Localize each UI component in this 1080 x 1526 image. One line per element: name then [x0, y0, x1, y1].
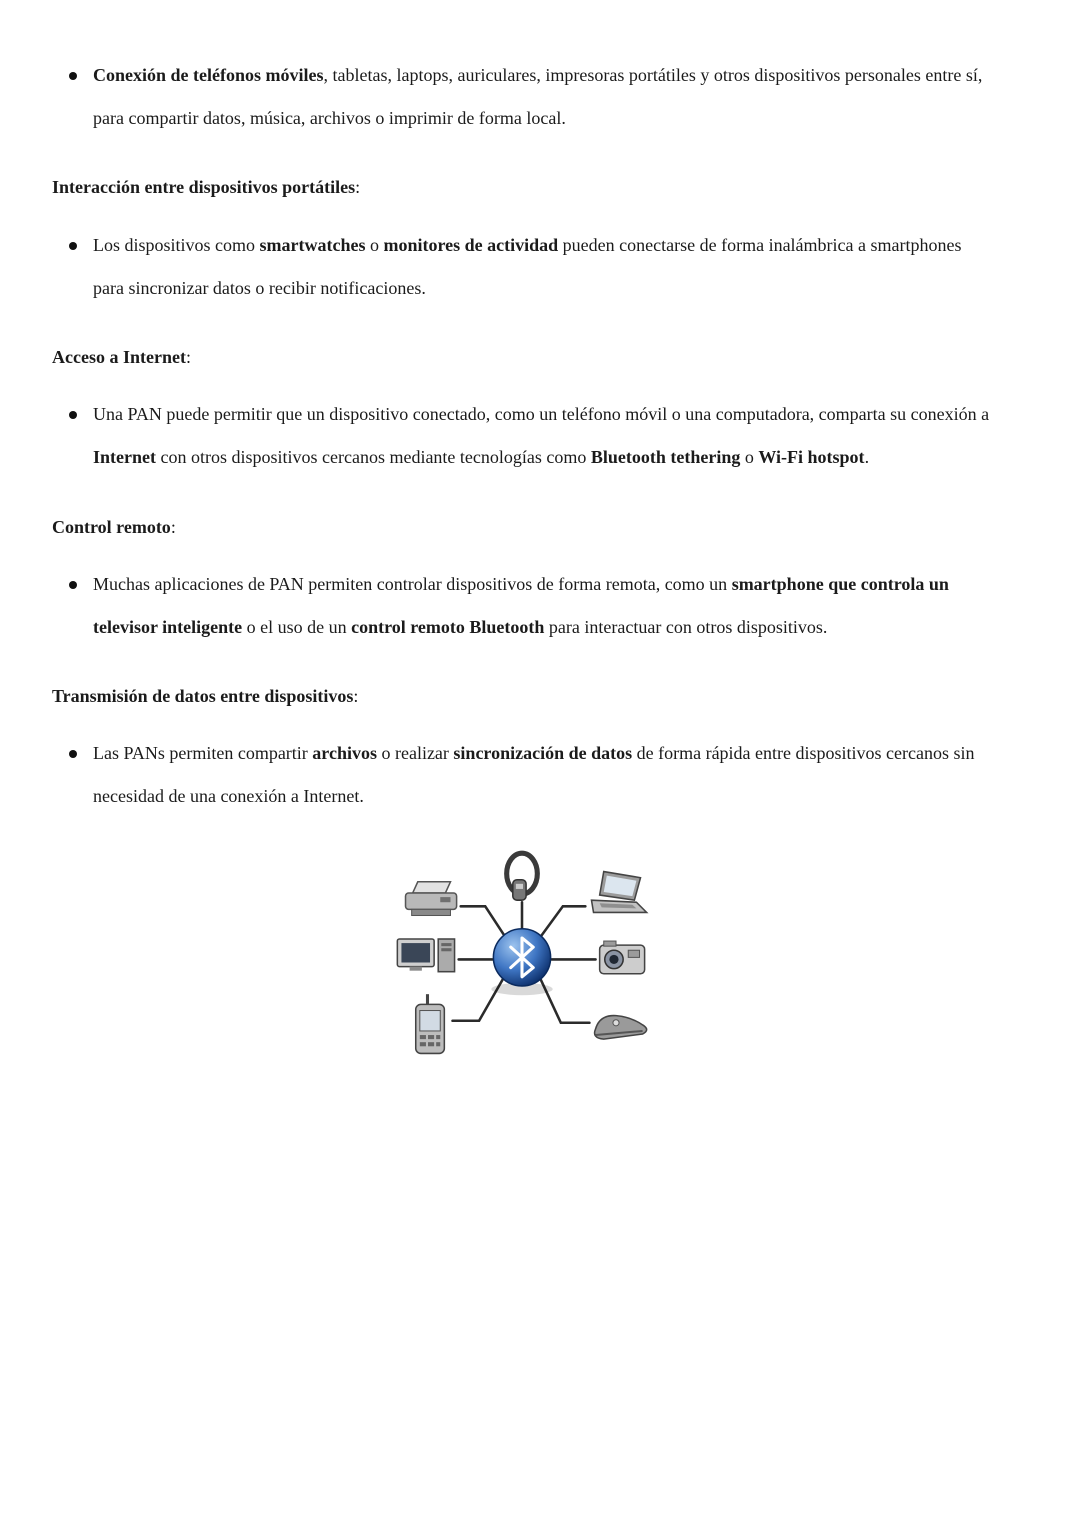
section-heading-transmision-datos: Transmisión de datos entre dispositivos: [52, 686, 359, 707]
bullet-list [52, 224, 992, 310]
connector-line [540, 906, 585, 937]
list-item-text: Las PANs permiten compartir archivos o realizar sincronización de datos de forma rápida entre dispositivos cercanos sin necesidad de una conexión a Internet. [93, 743, 975, 807]
bullet-list [52, 393, 992, 479]
section-heading-acceso-internet: Acceso a Internet: [52, 346, 191, 367]
list-item [93, 732, 992, 818]
bullet-marker [69, 411, 77, 419]
list-item [93, 224, 992, 310]
connector-line [461, 906, 505, 936]
printer-icon [406, 881, 457, 915]
section-heading-interaccion: Interacción entre dispositivos portátiles: [52, 177, 361, 198]
shoe-sensor-icon [595, 1015, 647, 1039]
bullet-list [52, 563, 992, 649]
bullet-list [52, 732, 992, 818]
list-item-text: Una PAN puede permitir que un dispositivo conectado, como un teléfono móvil o una computadora, comparta su conexión a Internet con otros dispositivos cercanos mediante tecnologías como Bluetooth tethering o Wi-Fi hotspot. [93, 404, 990, 468]
bullet-marker [69, 72, 77, 80]
list-item-text: Muchas aplicaciones de PAN permiten controlar dispositivos de forma remota, como un smartphone que controla un televisor inteligente o el uso de un control remoto Bluetooth para interactuar con otros dispositivos. [93, 573, 949, 637]
list-item [93, 393, 992, 479]
mobile-phone-icon [416, 994, 445, 1053]
bullet-marker [69, 242, 77, 250]
list-item-text: Conexión de teléfonos móviles, tabletas, laptops, auriculares, impresoras portátiles y otros dispositivos personales entre sí, para compartir datos, música, archivos o imprimir de forma local. [93, 65, 983, 129]
desktop-computer-icon [397, 939, 454, 972]
bullet-marker [69, 581, 77, 589]
connector-line [540, 978, 589, 1022]
list-item [93, 54, 992, 140]
bluetooth-pan-figure [357, 845, 687, 1080]
bluetooth-logo [491, 928, 552, 994]
digital-camera-icon [600, 941, 645, 974]
bullet-marker [69, 750, 77, 758]
laptop-icon [591, 871, 646, 912]
section-heading-control-remoto: Control remoto: [52, 516, 176, 537]
list-item [93, 563, 992, 649]
connector-line [453, 977, 504, 1020]
headset-icon [507, 853, 538, 900]
list-item-text: Los dispositivos como smartwatches o monitores de actividad pueden conectarse de forma inalámbrica a smartphones para sincronizar datos o recibir notificaciones. [93, 234, 962, 298]
bullet-list [52, 54, 992, 140]
bluetooth-pan-diagram [357, 845, 687, 1080]
